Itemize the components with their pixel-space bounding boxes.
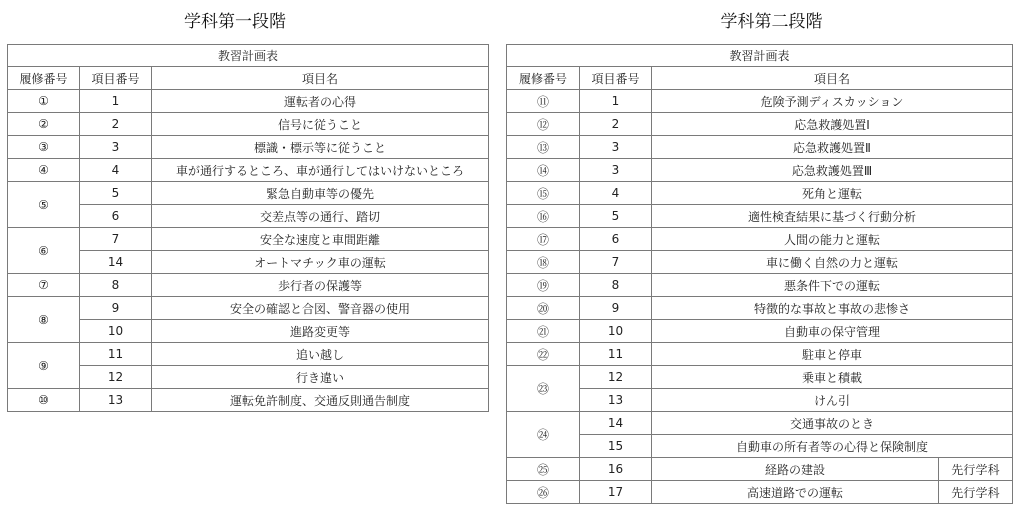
table-row xyxy=(8,343,489,366)
stage1-table xyxy=(7,44,489,412)
komoku-number: 11 xyxy=(580,343,652,366)
rireki-number: ⑤ xyxy=(8,182,80,228)
komoku-name: 信号に従うこと xyxy=(152,113,489,136)
komoku-number: 6 xyxy=(580,228,652,251)
rireki-number: ⑭ xyxy=(507,159,580,182)
stage2-table-title: 教習計画表 xyxy=(507,45,1013,67)
rireki-number: ⑥ xyxy=(8,228,80,274)
rireki-number: ⑮ xyxy=(507,182,580,205)
table-row xyxy=(507,343,1013,366)
rireki-number: ② xyxy=(8,113,80,136)
komoku-number: 5 xyxy=(580,205,652,228)
rireki-number: ③ xyxy=(8,136,80,159)
komoku-name: 駐車と停車 xyxy=(652,343,1013,366)
header-komoku-name: 項目名 xyxy=(652,67,1013,90)
komoku-number: 12 xyxy=(580,366,652,389)
stage2-section xyxy=(506,0,1013,504)
table-row xyxy=(507,136,1013,159)
komoku-name: 応急救護処置Ⅲ xyxy=(652,159,1013,182)
komoku-name: 進路変更等 xyxy=(152,320,489,343)
table-row xyxy=(8,274,489,297)
rireki-number: ⑬ xyxy=(507,136,580,159)
komoku-number: 2 xyxy=(580,113,652,136)
table-row xyxy=(507,458,1013,481)
table-row xyxy=(8,136,489,159)
komoku-number: 7 xyxy=(580,251,652,274)
komoku-number: 12 xyxy=(80,366,152,389)
rireki-number: ⑪ xyxy=(507,90,580,113)
komoku-name: 安全の確認と合図、警音器の使用 xyxy=(152,297,489,320)
komoku-number: 3 xyxy=(80,136,152,159)
table-row xyxy=(507,228,1013,251)
komoku-number: 1 xyxy=(80,90,152,113)
komoku-number: 14 xyxy=(80,251,152,274)
rireki-number: ⑳ xyxy=(507,297,580,320)
table-row xyxy=(8,251,489,274)
table-row xyxy=(8,182,489,205)
rireki-number: ⑲ xyxy=(507,274,580,297)
komoku-number: 10 xyxy=(80,320,152,343)
komoku-name: 安全な速度と車間距離 xyxy=(152,228,489,251)
komoku-number: 9 xyxy=(580,297,652,320)
komoku-number: 6 xyxy=(80,205,152,228)
komoku-name: 行き違い xyxy=(152,366,489,389)
komoku-name: 自動車の所有者等の心得と保険制度 xyxy=(652,435,1013,458)
komoku-name: 危険予測ディスカッション xyxy=(652,90,1013,113)
rireki-number: ㉓ xyxy=(507,366,580,412)
komoku-number: 1 xyxy=(580,90,652,113)
rireki-number: ⑩ xyxy=(8,389,80,412)
komoku-name: 適性検査結果に基づく行動分析 xyxy=(652,205,1013,228)
table-row xyxy=(507,182,1013,205)
header-rireki: 履修番号 xyxy=(507,67,580,90)
komoku-name: 乗車と積載 xyxy=(652,366,1013,389)
header-komoku-name: 項目名 xyxy=(152,67,489,90)
komoku-name: 車が通行するところ、車が通行してはいけないところ xyxy=(152,159,489,182)
table-row xyxy=(8,366,489,389)
komoku-number: 14 xyxy=(580,412,652,435)
table-row xyxy=(8,113,489,136)
komoku-name: 交通事故のとき xyxy=(652,412,1013,435)
table-row xyxy=(8,228,489,251)
table-row xyxy=(507,90,1013,113)
stage1-title: 学科第一段階 xyxy=(184,12,286,32)
komoku-name: 高速道路での運転 xyxy=(652,481,939,504)
rireki-number: ㉑ xyxy=(507,320,580,343)
komoku-number: 9 xyxy=(80,297,152,320)
komoku-name: 緊急自動車等の優先 xyxy=(152,182,489,205)
table-row xyxy=(8,320,489,343)
table-row xyxy=(507,320,1013,343)
rireki-number: ⑦ xyxy=(8,274,80,297)
table-row xyxy=(507,113,1013,136)
komoku-name: けん引 xyxy=(652,389,1013,412)
table-row xyxy=(507,274,1013,297)
rireki-number: ⑯ xyxy=(507,205,580,228)
komoku-name: 歩行者の保護等 xyxy=(152,274,489,297)
table-row xyxy=(507,412,1013,435)
rireki-number: ㉖ xyxy=(507,481,580,504)
table-row xyxy=(8,90,489,113)
table-row xyxy=(8,389,489,412)
komoku-number: 8 xyxy=(80,274,152,297)
table-row xyxy=(507,251,1013,274)
komoku-number: 15 xyxy=(580,435,652,458)
komoku-number: 3 xyxy=(580,136,652,159)
komoku-name: 追い越し xyxy=(152,343,489,366)
table-row xyxy=(507,389,1013,412)
rireki-number: ⑨ xyxy=(8,343,80,389)
komoku-number: 11 xyxy=(80,343,152,366)
komoku-number: 17 xyxy=(580,481,652,504)
prerequisite-note: 先行学科 xyxy=(939,481,1013,504)
table-row xyxy=(507,297,1013,320)
komoku-number: 5 xyxy=(80,182,152,205)
komoku-number: 3 xyxy=(580,159,652,182)
komoku-name: 車に働く自然の力と運転 xyxy=(652,251,1013,274)
komoku-number: 8 xyxy=(580,274,652,297)
stage2-title: 学科第二段階 xyxy=(720,12,823,32)
table-row xyxy=(507,481,1013,504)
rireki-number: ⑫ xyxy=(507,113,580,136)
stage1-table-title: 教習計画表 xyxy=(8,45,489,67)
komoku-number: 13 xyxy=(80,389,152,412)
komoku-name: 特徴的な事故と事故の悲惨さ xyxy=(652,297,1013,320)
komoku-name: 運転者の心得 xyxy=(152,90,489,113)
komoku-name: オートマチック車の運転 xyxy=(152,251,489,274)
rireki-number: ① xyxy=(8,90,80,113)
table-row xyxy=(507,159,1013,182)
rireki-number: ⑰ xyxy=(507,228,580,251)
komoku-name: 悪条件下での運転 xyxy=(652,274,1013,297)
table-row xyxy=(8,205,489,228)
rireki-number: ㉒ xyxy=(507,343,580,366)
komoku-number: 10 xyxy=(580,320,652,343)
komoku-name: 死角と運転 xyxy=(652,182,1013,205)
header-komoku-no: 項目番号 xyxy=(80,67,152,90)
komoku-number: 13 xyxy=(580,389,652,412)
header-rireki: 履修番号 xyxy=(8,67,80,90)
komoku-number: 4 xyxy=(80,159,152,182)
komoku-number: 16 xyxy=(580,458,652,481)
komoku-name: 自動車の保守管理 xyxy=(652,320,1013,343)
komoku-name: 標識・標示等に従うこと xyxy=(152,136,489,159)
komoku-number: 4 xyxy=(580,182,652,205)
rireki-number: ④ xyxy=(8,159,80,182)
table-row xyxy=(8,159,489,182)
table-row xyxy=(507,366,1013,389)
komoku-number: 2 xyxy=(80,113,152,136)
prerequisite-note: 先行学科 xyxy=(939,458,1013,481)
stage2-table xyxy=(506,44,1013,504)
table-row xyxy=(8,297,489,320)
komoku-name: 応急救護処置Ⅰ xyxy=(652,113,1013,136)
rireki-number: ⑧ xyxy=(8,297,80,343)
header-komoku-no: 項目番号 xyxy=(580,67,652,90)
komoku-name: 応急救護処置Ⅱ xyxy=(652,136,1013,159)
stage1-section xyxy=(7,0,489,412)
komoku-name: 交差点等の通行、踏切 xyxy=(152,205,489,228)
komoku-number: 7 xyxy=(80,228,152,251)
komoku-name: 経路の建設 xyxy=(652,458,939,481)
rireki-number: ⑱ xyxy=(507,251,580,274)
table-row xyxy=(507,435,1013,458)
komoku-name: 運転免許制度、交通反則通告制度 xyxy=(152,389,489,412)
table-row xyxy=(507,205,1013,228)
komoku-name: 人間の能力と運転 xyxy=(652,228,1013,251)
rireki-number: ㉔ xyxy=(507,412,580,458)
rireki-number: ㉕ xyxy=(507,458,580,481)
